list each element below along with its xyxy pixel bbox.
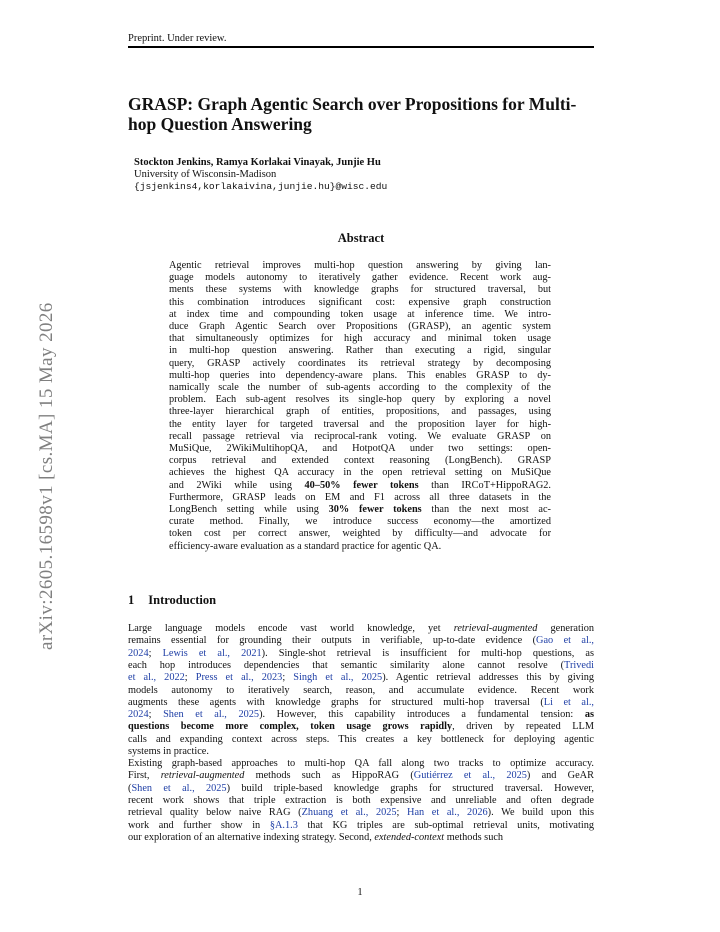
text-line: the entity layer for targeted traversal and the proposition layer for high- (169, 418, 551, 430)
text-line: retrieval quality below naive RAG (Zhuang et al., 2025; Han et al., 2026). We build upon this (128, 807, 595, 819)
text-line: duce Graph Agentic Search over Propositions (GRASP), an agentic system (169, 321, 551, 332)
text-line: problem. Each sub-agent resolves its single-hop query by exploring a novel (169, 394, 551, 406)
text-line: ments these systems with knowledge graphs for structured traversal, but (169, 284, 551, 296)
text-line: Furthermore, GRASP leads on EM and F1 across all three datasets in the (169, 491, 551, 503)
text-line: recall passage retrieval via reciprocal-rank voting. We evaluate GRASP on (169, 430, 551, 442)
text-line: token cost per correct answer, weighted by difficulty—and advocate for (169, 528, 551, 540)
text-line: MuSiQue, 2WikiMultihopQA, and HotpotQA under two settings: open- (169, 443, 551, 454)
text-line: systems in practice. (128, 746, 209, 757)
text-line: efficiency-aware evaluation as a standard practice for agentic QA. (169, 540, 442, 552)
text-line: remains essential for grounding their outputs in verifiable, up-to-date evidence (Gao et al., (128, 635, 594, 647)
text-line: 2024; Shen et al., 2025). However, this capability introduces a fundamental tension: as (128, 709, 594, 721)
author-email: {jsjenkins4,korlakaivina,junjie.hu}@wisc.edu (134, 181, 388, 192)
text-line: query, GRASP actively coordinates its retrieval strategy by decomposing (169, 357, 551, 369)
text-line: three-layer hierarchical graph of entities, propositions, and passages, using (169, 406, 551, 418)
text-line: corpus retrieval and extended context reasoning (LongBench). GRASP (169, 455, 551, 467)
author-names: Stockton Jenkins, Ramya Korlakai Vinayak, Junjie Hu (134, 157, 381, 168)
text-line: guage models autonomy to iteratively gather evidence. Recent work aug- (169, 272, 551, 284)
paper-title: GRASP: Graph Agentic Search over Propositions for Multi-hop Question Answering (128, 94, 577, 134)
text-line: multi-hop queries into dependency-aware plans. This enables GRASP to dy- (169, 369, 551, 381)
text-line: 2024; Lewis et al., 2021). Single-shot retrieval is insufficient for multi-hop questions, as (128, 647, 594, 659)
author-affiliation: University of Wisconsin-Madison (134, 169, 277, 180)
text-line: questions become more complex, token usage grows rapidly, driven by repeated LLM (128, 721, 594, 733)
text-line: LongBench setting while using 30% fewer tokens than the next most ac- (169, 504, 551, 515)
text-line: augments these agents with knowledge graphs for structured multi-hop traversal (Li et al., (128, 696, 594, 708)
text-line: namically scale the number of sub-agents according to the complexity of the (169, 382, 551, 393)
text-line: First, retrieval-augmented methods such as HippoRAG (Gutiérrez et al., 2025) and GeAR (128, 770, 594, 782)
text-line: et al., 2022; Press et al., 2023; Singh et al., 2025). Agentic retrieval addresses this by giving (128, 672, 594, 684)
text-line: our exploration of an alternative indexing strategy. Second, extended-context methods such (128, 831, 504, 843)
text-line: achieves the highest QA accuracy in the open retrieval setting on MuSiQue (169, 467, 551, 479)
text-line: at index time and compounding token usage at inference time. We intro- (169, 308, 551, 320)
running-header: Preprint. Under review. (128, 33, 227, 44)
text-line: Existing graph-based approaches to multi-hop QA fall along two tracks to optimize accuracy. (128, 758, 594, 769)
abstract-heading: Abstract (337, 231, 385, 245)
header-rule (128, 46, 594, 48)
text-line: that simultaneously optimizes for high accuracy and minimal token usage (169, 333, 551, 345)
text-line: calls and expanding context across steps. This creates a key bottleneck for deploying agentic (128, 733, 594, 745)
text-line: work and further show in §A.1.3 that KG triples are sub-optimal retrieval units, motivating (128, 819, 594, 831)
text-line: curate method. Finally, we introduce success economy—the amortized (169, 516, 551, 528)
text-line: this combination introduces significant cost: expensive graph construction (169, 296, 551, 308)
text-line: Agentic retrieval improves multi-hop question answering by giving lan- (169, 260, 551, 271)
text-line: in multi-hop question answering. Rather than executing a rigid, singular (169, 345, 551, 357)
page-number: 1 (357, 887, 363, 898)
arxiv-stamp: arXiv:2605.16598v1 [cs.MA] 15 May 2026 (36, 302, 57, 650)
text-line: models autonomy to iteratively search, reason, and accumulate evidence. Recent work (128, 684, 594, 696)
text-line: (Shen et al., 2025) build triple-based knowledge graphs for structured traversal. However, (128, 782, 594, 794)
section-title: Introduction (148, 593, 217, 607)
section-heading (128, 593, 216, 608)
text-line: recent work shows that triple extraction is both expensive and unreliable and often degrade (128, 794, 594, 806)
text-line: and 2Wiki while using 40–50% fewer tokens than IRCoT+HippoRAG2. (169, 479, 551, 491)
section-number: 1 (128, 593, 135, 607)
text-line: each hop introduces dependencies that semantic similarity alone cannot resolve (Trivedi (128, 659, 594, 671)
author-block (134, 157, 387, 193)
text-line: Large language models encode vast world knowledge, yet retrieval-augmented generation (128, 623, 594, 634)
